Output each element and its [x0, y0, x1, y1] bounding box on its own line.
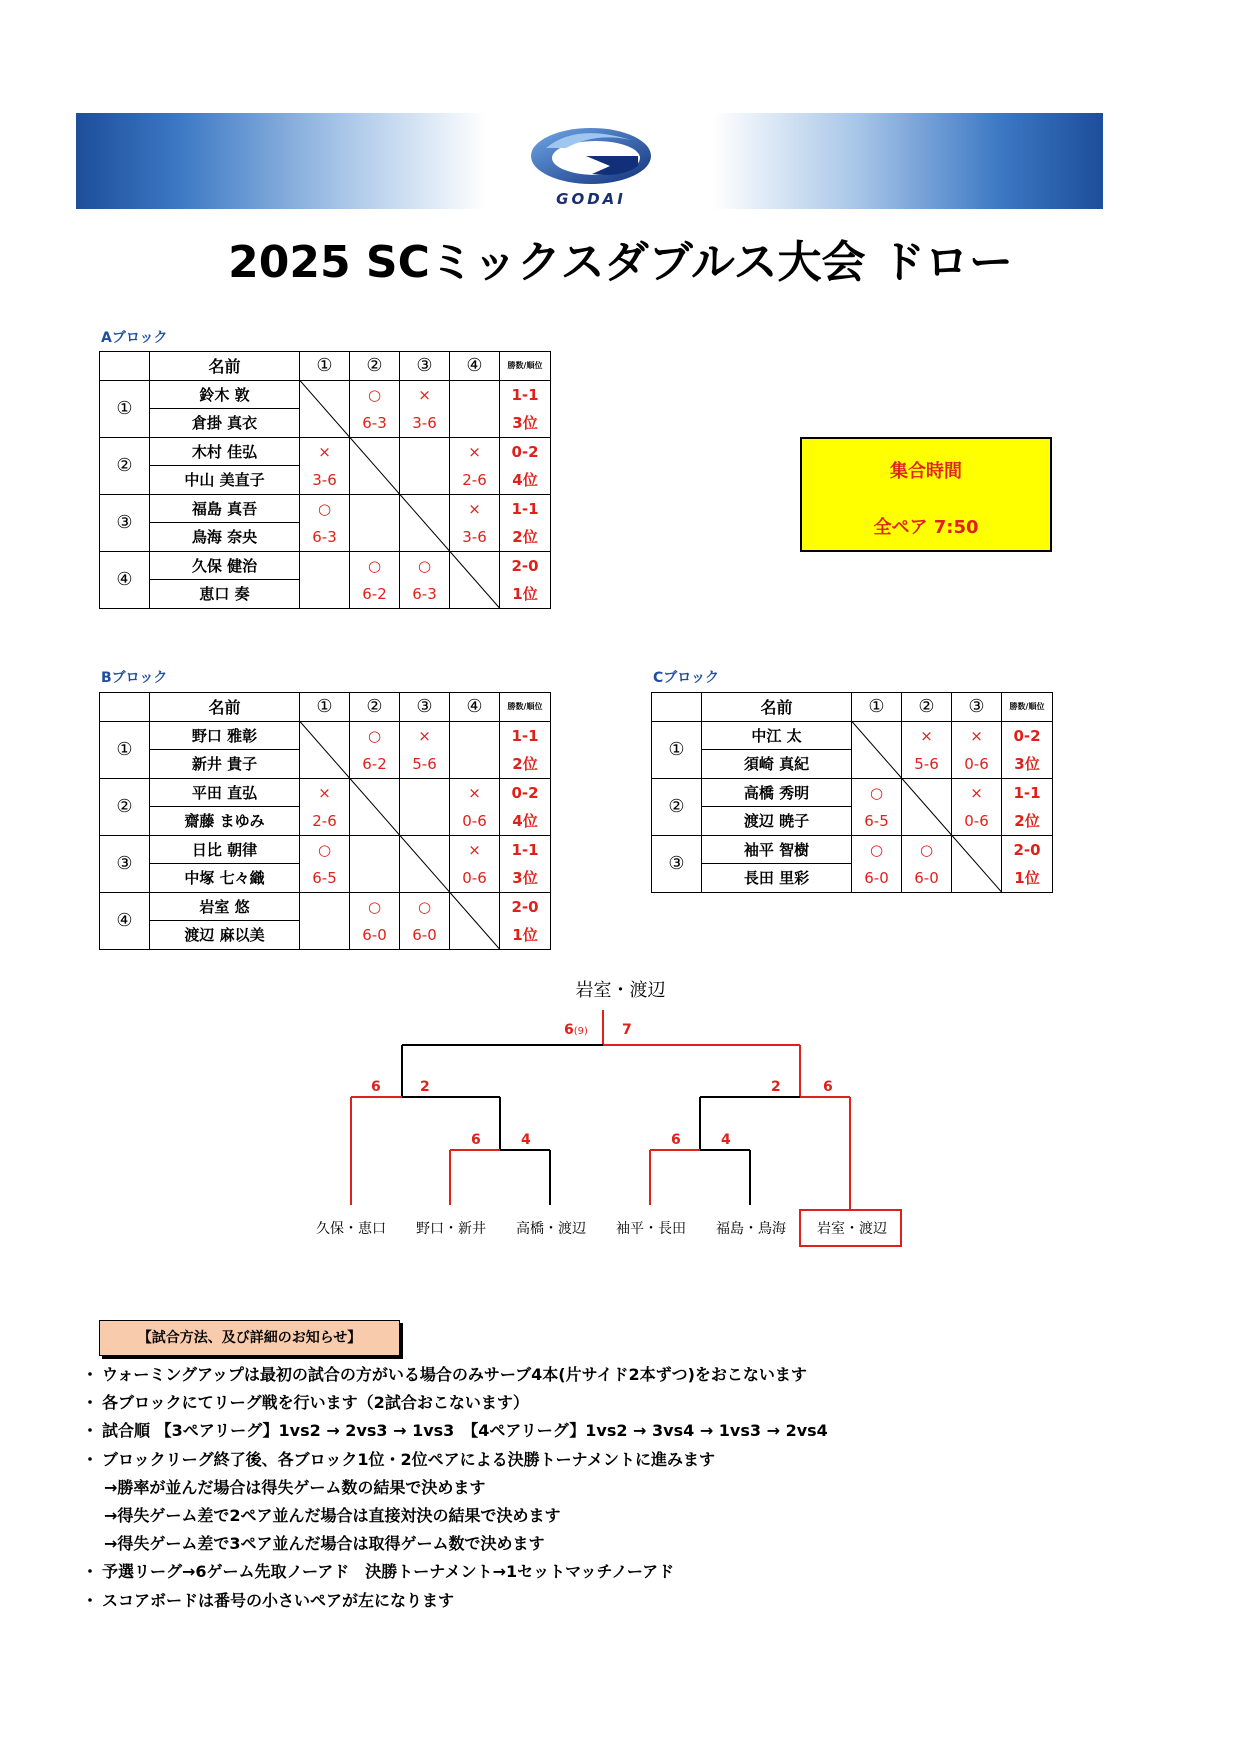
semi-right-score-left: 2: [771, 1079, 781, 1095]
bracket-team-1: 久保・恵口: [316, 1221, 386, 1237]
notice-line: [82, 1418, 1182, 1446]
result-symbol: ○: [350, 380, 400, 409]
result-symbol: ○: [852, 835, 902, 864]
header-col-2: ②: [350, 693, 400, 722]
result-score: [450, 409, 500, 438]
notice-line: [82, 1503, 1182, 1531]
result-symbol: ×: [450, 494, 500, 523]
notice-line: [82, 1475, 1182, 1503]
self-cell: [400, 494, 450, 551]
meeting-time-value: 全ペア 7:50: [873, 517, 979, 538]
header-col-2: ②: [350, 352, 400, 381]
table-row: [100, 523, 551, 552]
final-score-left: 6(9): [564, 1022, 588, 1038]
semi-right-score-right: 6: [823, 1079, 833, 1095]
win-loss: 1-1: [500, 494, 551, 523]
result-score: [300, 580, 350, 609]
rank: 1位: [1002, 864, 1053, 893]
bracket-team-6: 岩室・渡辺: [817, 1221, 887, 1237]
self-cell: [300, 721, 350, 778]
rank: 2位: [1002, 807, 1053, 836]
header-col-1: ①: [852, 693, 902, 722]
result-score: 0-6: [450, 864, 500, 893]
logo-text: GODAI: [556, 190, 626, 208]
result-symbol: ×: [952, 721, 1002, 750]
player-name: 渡辺 麻以美: [150, 921, 300, 950]
notice-line: [82, 1362, 1182, 1390]
bracket-team-2: 野口・新井: [416, 1221, 486, 1237]
player-name: 渡辺 暁子: [702, 807, 852, 836]
player-name: 袖平 智樹: [702, 835, 852, 864]
notice-text: →得失ゲーム差で3ペア並んだ場合は取得ゲーム数で決めます: [104, 1534, 545, 1554]
table-row: [100, 778, 551, 807]
result-symbol: ×: [300, 778, 350, 807]
notice-text: →得失ゲーム差で2ペア並んだ場合は直接対決の結果で決めます: [104, 1505, 561, 1525]
table-row: [100, 494, 551, 523]
player-name: 久保 健治: [150, 551, 300, 580]
result-symbol: [450, 380, 500, 409]
result-score: [350, 523, 400, 552]
header-col-3: ③: [400, 693, 450, 722]
header-blank: [100, 352, 150, 381]
bracket-team-4: 袖平・長田: [616, 1221, 686, 1237]
pair-number: ①: [652, 721, 702, 778]
header-record: 勝数/順位: [1002, 693, 1053, 722]
table-header-row: [100, 352, 551, 381]
win-loss: 2-0: [1002, 835, 1053, 864]
table-row: [100, 721, 551, 750]
pair-number: ②: [652, 778, 702, 835]
notice-text: 各ブロックにてリーグ戦を行います（2試合おこないます）: [102, 1393, 529, 1413]
win-loss: 0-2: [1002, 721, 1053, 750]
pair-number: ③: [100, 835, 150, 892]
table-header-row: [652, 693, 1053, 722]
notice-line: [82, 1559, 1182, 1587]
pair-number: ②: [100, 437, 150, 494]
player-name: 福島 真吾: [150, 494, 300, 523]
table-row: [100, 380, 551, 409]
win-loss: 1-1: [1002, 778, 1053, 807]
win-loss: 1-1: [500, 721, 551, 750]
result-score: 6-0: [852, 864, 902, 893]
pair-number: ②: [100, 778, 150, 835]
result-symbol: ×: [450, 437, 500, 466]
win-loss: 0-2: [500, 437, 551, 466]
notice-text: ブロックリーグ終了後、各ブロック1位・2位ペアによる決勝トーナメントに進みます: [102, 1449, 715, 1469]
bullet-mark: ・: [82, 1590, 99, 1610]
block-c-table: [651, 692, 1053, 893]
notice-text: 試合順 【3ペアリーグ】1vs2 → 2vs3 → 1vs3 【4ペアリーグ】1vs2 → 3vs4 → 1vs3 → 2vs4: [102, 1421, 828, 1441]
result-score: 6-5: [852, 807, 902, 836]
notice-line: [82, 1447, 1182, 1475]
pair-number: ④: [100, 892, 150, 949]
result-score: 6-3: [350, 409, 400, 438]
result-score: [400, 466, 450, 495]
bracket-team-3: 高橋・渡辺: [516, 1221, 586, 1237]
player-name: 新井 貴子: [150, 750, 300, 779]
bullet-mark: ・: [82, 1393, 99, 1413]
result-symbol: [450, 721, 500, 750]
player-name: 鈴木 敦: [150, 380, 300, 409]
block-b-table: [99, 692, 551, 950]
result-score: [450, 750, 500, 779]
result-symbol: ×: [400, 380, 450, 409]
result-score: 3-6: [400, 409, 450, 438]
result-symbol: ×: [952, 778, 1002, 807]
result-symbol: ○: [300, 494, 350, 523]
meeting-time-label: 集合時間: [890, 461, 962, 482]
result-symbol: ○: [852, 778, 902, 807]
result-symbol: ○: [400, 892, 450, 921]
rank: 1位: [500, 580, 551, 609]
result-symbol: ×: [400, 721, 450, 750]
table-row: [652, 807, 1053, 836]
bullet-mark: ・: [82, 1421, 99, 1441]
result-score: 0-6: [952, 750, 1002, 779]
pair-number: ①: [100, 380, 150, 437]
result-score: 6-2: [350, 580, 400, 609]
notice-line: [82, 1588, 1182, 1616]
result-score: 6-3: [300, 523, 350, 552]
result-symbol: ○: [350, 721, 400, 750]
result-score: 3-6: [450, 523, 500, 552]
result-score: [300, 921, 350, 950]
table-row: [100, 466, 551, 495]
header-record: 勝数/順位: [500, 693, 551, 722]
result-score: 3-6: [300, 466, 350, 495]
win-loss: 2-0: [500, 892, 551, 921]
page-title: 2025 SCミックスダブルス大会 ドロー: [228, 237, 1013, 288]
result-symbol: [400, 437, 450, 466]
rank: 4位: [500, 807, 551, 836]
bullet-mark: ・: [82, 1562, 99, 1582]
godai-logo-icon: [526, 118, 656, 190]
pair-number: ③: [100, 494, 150, 551]
rank: 2位: [500, 523, 551, 552]
result-symbol: [300, 551, 350, 580]
notice-line: [82, 1531, 1182, 1559]
rank: 1位: [500, 921, 551, 950]
result-symbol: ×: [450, 835, 500, 864]
block-a-table: [99, 351, 551, 609]
player-name: 日比 朝律: [150, 835, 300, 864]
result-score: 6-5: [300, 864, 350, 893]
notice-line: [82, 1390, 1182, 1418]
self-cell: [952, 835, 1002, 892]
self-cell: [450, 551, 500, 608]
self-cell: [902, 778, 952, 835]
result-symbol: ×: [902, 721, 952, 750]
champion-label: 岩室・渡辺: [575, 980, 666, 1001]
result-symbol: ○: [350, 892, 400, 921]
self-cell: [400, 835, 450, 892]
result-score: 5-6: [902, 750, 952, 779]
self-cell: [852, 721, 902, 778]
godai-logo: [526, 118, 656, 208]
pair-number: ①: [100, 721, 150, 778]
table-header-row: [100, 693, 551, 722]
result-score: 6-0: [400, 921, 450, 950]
player-name: 平田 直弘: [150, 778, 300, 807]
notice-text: スコアボードは番号の小さいペアが左になります: [102, 1590, 455, 1610]
rank: 2位: [500, 750, 551, 779]
notice-text: →勝率が並んだ場合は得失ゲーム数の結果で決めます: [104, 1477, 486, 1497]
player-name: 中江 太: [702, 721, 852, 750]
player-name: 倉掛 真衣: [150, 409, 300, 438]
bullet-mark: ・: [82, 1449, 99, 1469]
result-score: 6-2: [350, 750, 400, 779]
player-name: 長田 里彩: [702, 864, 852, 893]
qf-right-score-right: 4: [721, 1132, 731, 1148]
header-col-2: ②: [902, 693, 952, 722]
result-score: 6-0: [902, 864, 952, 893]
rank: 4位: [500, 466, 551, 495]
pair-number: ③: [652, 835, 702, 892]
header-blank: [652, 693, 702, 722]
result-symbol: ×: [300, 437, 350, 466]
result-symbol: ○: [902, 835, 952, 864]
pair-number: ④: [100, 551, 150, 608]
table-row: [100, 864, 551, 893]
player-name: 齋藤 まゆみ: [150, 807, 300, 836]
result-symbol: ○: [300, 835, 350, 864]
win-loss: 2-0: [500, 551, 551, 580]
self-cell: [450, 892, 500, 949]
self-cell: [300, 380, 350, 437]
result-symbol: [300, 892, 350, 921]
player-name: 中山 美直子: [150, 466, 300, 495]
block-c-title: Cブロック: [653, 670, 719, 686]
player-name: 中塚 七々織: [150, 864, 300, 893]
result-score: [400, 807, 450, 836]
table-row: [100, 835, 551, 864]
result-symbol: ○: [400, 551, 450, 580]
player-name: 野口 雅彰: [150, 721, 300, 750]
header-name: 名前: [150, 352, 300, 381]
table-row: [652, 835, 1053, 864]
result-score: 5-6: [400, 750, 450, 779]
notice-text: 予選リーグ→6ゲーム先取ノーアド 決勝トーナメント→1セットマッチノーアド: [102, 1562, 675, 1582]
qf-left-score-left: 6: [471, 1132, 481, 1148]
header-col-4: ④: [450, 693, 500, 722]
header-record: 勝数/順位: [500, 352, 551, 381]
header-name: 名前: [702, 693, 852, 722]
qf-right-score-left: 6: [671, 1132, 681, 1148]
header-col-1: ①: [300, 352, 350, 381]
header-name: 名前: [150, 693, 300, 722]
result-symbol: [400, 778, 450, 807]
win-loss: 1-1: [500, 380, 551, 409]
meeting-time-box: [800, 437, 1052, 552]
qf-left-score-right: 4: [521, 1132, 531, 1148]
player-name: 木村 佳弘: [150, 437, 300, 466]
final-score-right: 7: [622, 1022, 632, 1038]
result-symbol: [350, 494, 400, 523]
block-b-title: Bブロック: [101, 670, 168, 686]
table-row: [100, 437, 551, 466]
win-loss: 1-1: [500, 835, 551, 864]
semi-left-score-right: 2: [420, 1079, 430, 1095]
notice-text: ウォーミングアップは最初の試合の方がいる場合のみサーブ4本(片サイド2本ずつ)をおこないます: [102, 1365, 807, 1384]
table-row: [652, 721, 1053, 750]
header-col-1: ①: [300, 693, 350, 722]
header-col-3: ③: [400, 352, 450, 381]
self-cell: [350, 437, 400, 494]
result-score: [350, 864, 400, 893]
header-blank: [100, 693, 150, 722]
rank: 3位: [500, 864, 551, 893]
semi-left-score-left: 6: [371, 1079, 381, 1095]
player-name: 岩室 悠: [150, 892, 300, 921]
header-col-4: ④: [450, 352, 500, 381]
result-score: 0-6: [450, 807, 500, 836]
result-score: 2-6: [450, 466, 500, 495]
result-symbol: ×: [450, 778, 500, 807]
result-symbol: ○: [350, 551, 400, 580]
result-symbol: [350, 835, 400, 864]
table-row: [100, 807, 551, 836]
player-name: 須崎 真紀: [702, 750, 852, 779]
result-score: 0-6: [952, 807, 1002, 836]
table-row: [652, 778, 1053, 807]
result-score: 6-3: [400, 580, 450, 609]
block-a-title: Aブロック: [101, 330, 168, 346]
result-score: 6-0: [350, 921, 400, 950]
result-score: 2-6: [300, 807, 350, 836]
self-cell: [350, 778, 400, 835]
player-name: 鳥海 奈央: [150, 523, 300, 552]
rank: 3位: [500, 409, 551, 438]
bracket-team-5: 福島・鳥海: [716, 1221, 786, 1237]
notice-list: [82, 1362, 1182, 1616]
player-name: 高橋 秀明: [702, 778, 852, 807]
notice-title-box: 【試合方法、及び詳細のお知らせ】: [99, 1320, 400, 1356]
table-row: [100, 892, 551, 921]
win-loss: 0-2: [500, 778, 551, 807]
header-col-3: ③: [952, 693, 1002, 722]
player-name: 恵口 奏: [150, 580, 300, 609]
rank: 3位: [1002, 750, 1053, 779]
table-row: [100, 551, 551, 580]
bullet-mark: ・: [82, 1365, 99, 1384]
